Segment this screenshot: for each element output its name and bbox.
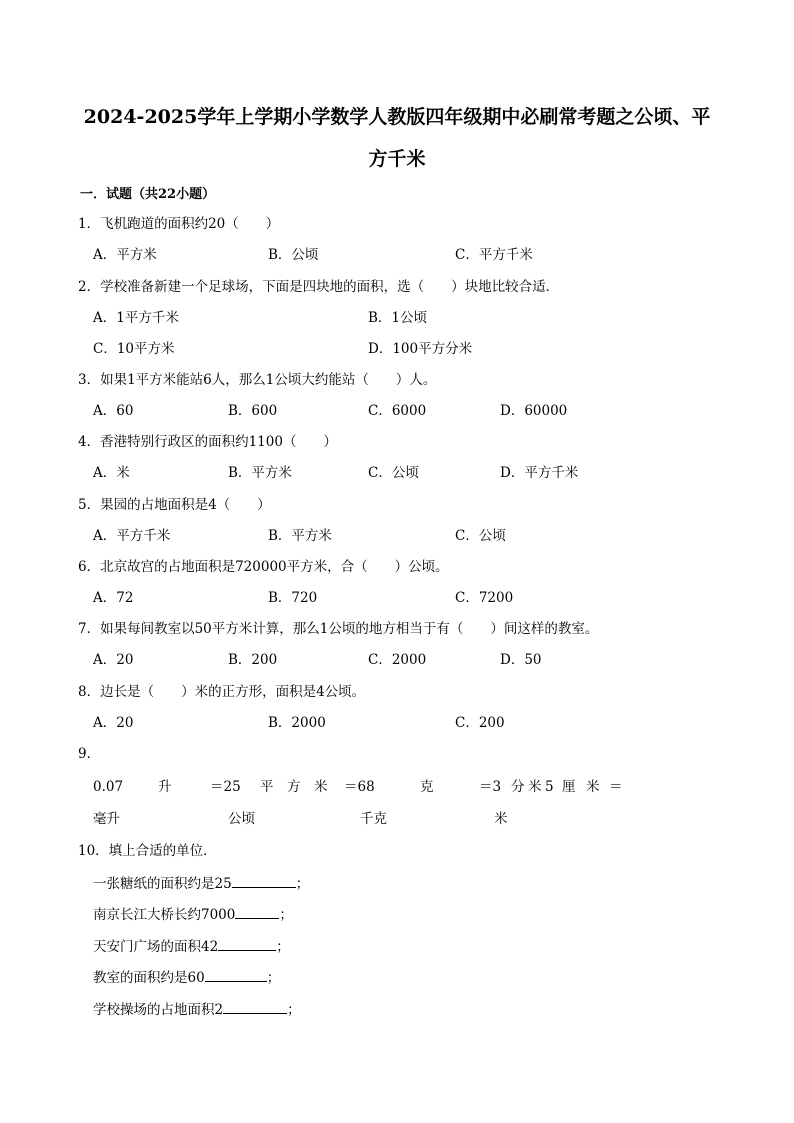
q9-token: 米 — [528, 779, 542, 795]
question-5-option-a: A．平方千米 — [93, 528, 171, 544]
q9-token: 方 — [287, 779, 301, 795]
q9-token: ＝ — [609, 779, 623, 795]
question-7-option-b: B．200 — [228, 652, 278, 668]
q9-token: ＝68 — [344, 779, 375, 795]
question-10-stem: 10．填上合适的单位． — [78, 843, 217, 859]
q10-item-text: 一张糖纸的面积约是25 — [93, 876, 232, 892]
question-5-stem: 5．果园的占地面积是4（ ） — [78, 497, 271, 513]
question-6-option-c: C．7200 — [455, 590, 514, 606]
question-2-stem: 2．学校准备新建一个足球场，下面是四块地的面积，选（ ）块地比较合适． — [78, 279, 560, 295]
q9-unit: 公顷 — [228, 811, 255, 827]
question-2-option-c: C．10平方米 — [93, 341, 175, 357]
document-title — [80, 96, 714, 180]
q10-item-end: ； — [266, 970, 281, 986]
question-3-option-b: B．600 — [228, 403, 278, 419]
q9-unit: 毫升 — [93, 811, 120, 827]
question-8-option-b: B．2000 — [268, 715, 326, 731]
question-5-option-c: C．公顷 — [455, 528, 506, 544]
q9-token: 5 — [545, 779, 554, 795]
question-3-option-c: C．6000 — [368, 403, 427, 419]
title-line-2: 方千米 — [368, 148, 426, 170]
q10-item — [93, 904, 293, 924]
q10-item — [93, 967, 280, 987]
q10-item-end: ； — [279, 907, 293, 923]
q9-token: 厘 — [562, 779, 576, 795]
question-7-option-a: A．20 — [93, 652, 134, 668]
question-4-option-d: D．平方千米 — [500, 465, 579, 481]
q9-token: 分 — [511, 779, 525, 795]
q9-token: ＝3 — [479, 779, 502, 795]
question-6-option-b: B．720 — [268, 590, 318, 606]
question-4-option-b: B．平方米 — [228, 465, 292, 481]
q10-item-text: 教室的面积约是60 — [93, 970, 205, 986]
question-1-option-b: B．公顷 — [268, 247, 319, 263]
q9-token: 升 — [158, 779, 172, 795]
question-3-option-d: D．60000 — [500, 403, 568, 419]
q10-item-end: ； — [295, 876, 310, 892]
question-4-stem: 4．香港特别行政区的面积约1100（ ） — [78, 434, 337, 450]
title-line-1: 2024-2025学年上学期小学数学人教版四年级期中必刷常考题之公顷、平 — [83, 106, 711, 128]
answer-blank[interactable] — [223, 999, 287, 1014]
q9-token: 米 — [314, 779, 328, 795]
q10-item — [93, 999, 301, 1019]
q10-item-end: ； — [287, 1002, 301, 1018]
question-9-number: 9． — [78, 746, 101, 762]
answer-blank[interactable] — [235, 904, 279, 919]
q9-token: 米 — [586, 779, 600, 795]
question-1-option-a: A．平方米 — [93, 247, 157, 263]
question-8-option-a: A．20 — [93, 715, 134, 731]
q9-token: 平 — [260, 779, 274, 795]
question-2-option-b: B．1公顷 — [368, 310, 428, 326]
question-7-option-d: D．50 — [500, 652, 542, 668]
question-3-option-a: A．60 — [93, 403, 134, 419]
question-1-option-c: C．平方千米 — [455, 247, 533, 263]
question-4-option-a: A．米 — [93, 465, 130, 481]
q9-unit: 米 — [494, 811, 508, 827]
answer-blank[interactable] — [205, 967, 267, 982]
question-2-option-d: D．100平方分米 — [368, 341, 473, 357]
q10-item — [93, 936, 290, 956]
question-6-stem: 6．北京故宫的占地面积是720000平方米，合（ ）公顷。 — [78, 559, 449, 575]
answer-blank[interactable] — [218, 936, 276, 951]
section-heading: 一．试题（共22小题） — [80, 187, 216, 202]
question-5-option-b: B．平方米 — [268, 528, 332, 544]
q10-item-end: ； — [276, 939, 290, 955]
question-4-option-c: C．公顷 — [368, 465, 419, 481]
q9-unit: 千克 — [360, 811, 387, 827]
q10-item-text: 南京长江大桥长约7000 — [93, 907, 236, 923]
answer-blank[interactable] — [232, 873, 296, 888]
q9-token: 0.07 — [93, 779, 124, 795]
question-2-option-a: A．1平方千米 — [93, 310, 179, 326]
q10-item-text: 天安门广场的面积42 — [93, 939, 219, 955]
question-8-stem: 8．边长是（ ）米的正方形，面积是4公顷。 — [78, 684, 366, 700]
question-7-option-c: C．2000 — [368, 652, 427, 668]
question-3-stem: 3．如果1平方米能站6人，那么1公顷大约能站（ ）人。 — [78, 372, 437, 388]
question-1-stem: 1．飞机跑道的面积约20（ ） — [78, 216, 280, 232]
question-6-option-a: A．72 — [93, 590, 134, 606]
q10-item-text: 学校操场的占地面积2 — [93, 1002, 224, 1018]
q9-token: ＝25 — [210, 779, 241, 795]
question-7-stem: 7．如果每间教室以50平方米计算，那么1公顷的地方相当于有（ ）间这样的教室。 — [78, 621, 599, 637]
question-8-option-c: C．200 — [455, 715, 505, 731]
q10-item — [93, 873, 309, 893]
q9-token: 克 — [420, 779, 434, 795]
